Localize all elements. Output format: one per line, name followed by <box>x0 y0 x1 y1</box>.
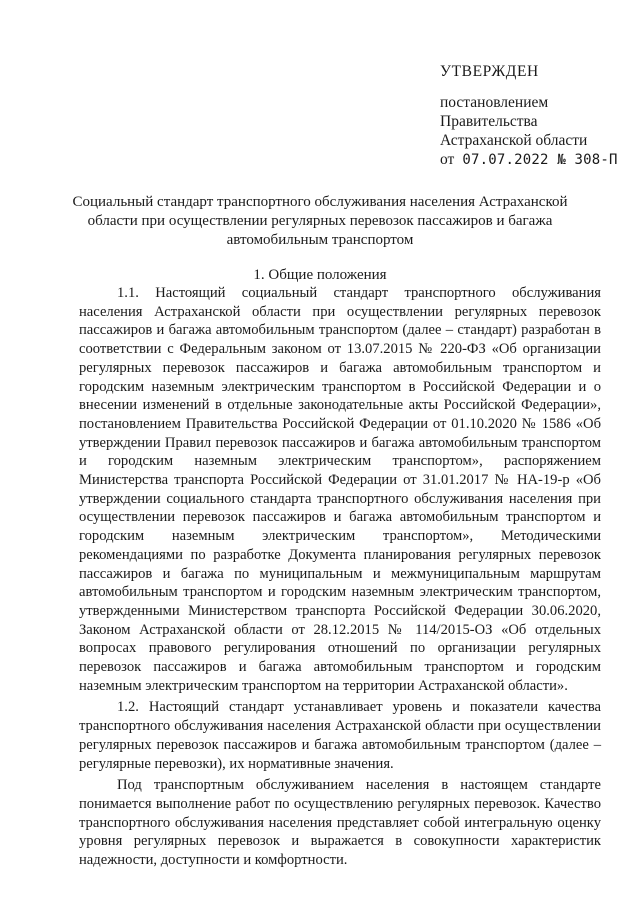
approval-line-government: Правительства <box>440 113 538 130</box>
approval-stamp-block <box>440 62 630 170</box>
document-body <box>79 284 601 870</box>
document-title: Социальный стандарт транспортного обслуживания населения Астраханской области при осуществлении регулярных перевозок пассажиров и багажа автомобильным транспортом <box>72 194 568 248</box>
paragraph-definition: Под транспортным обслуживанием населения в настоящем стандарте понимается выполнение работ по осуществлению регулярных перевозок. Качество транспортного обслуживания населения представляет собой интегральную оценку уровня регулярных перевозок и выражается в совокупности характеристик надежности, доступности и комфортности. <box>79 777 601 869</box>
approval-date-number: 07.07.2022 № 308-П <box>462 152 618 168</box>
approval-line-decree: постановлением <box>440 94 549 111</box>
approval-line-region: Астраханской области <box>440 132 588 149</box>
approval-date-line <box>440 150 630 170</box>
paragraph-1-1: 1.1. Настоящий социальный стандарт транспортного обслуживания населения Астраханской области при осуществлении регулярных перевозок пассажиров и багажа автомобильным транспортом (далее – стандарт) разработан в соответствии с Федеральным законом от 13.07.2015 № 220-ФЗ «Об организации регулярных перевозок пассажиров и багажа автомобильным транспортом и городским наземным электрическим транспортом в Российской Федерации и о внесении изменений в отдельные законодательные акты Российской Федерации», постановлением Правительства Российской Федерации от 01.10.2020 № 1586 «Об утверждении Правил перевозок пассажиров и багажа автомобильным транспортом и городским наземным электрическим транспортом», распоряжением Министерства транспорта Российской Федерации от 31.01.2017 № НА-19-р «Об утверждении социального стандарта транспортного обслуживания населения при осуществлении перевозок пассажиров и багажа автомобильным транспортом и городским наземным электрическим транспортом», Методическими рекомендациями по разработке Документа планирования регулярных перевозок пассажиров и багажа по муниципальным и межмуниципальным маршрутам автомобильным транспортом и городским наземным электрическим транспортом, утвержденными Министерством транспорта Российской Федерации 30.06.2020, Законом Астраханской области от 28.12.2015 № 114/2015-ОЗ «Об отдельных вопросах правового регулирования отношений по организации регулярных перевозок пассажиров и багажа автомобильным транспортом и городским наземным электрическим транспортом на территории Астраханской области». <box>79 285 601 694</box>
approval-date-prefix: от <box>440 151 455 168</box>
approval-heading: УТВЕРЖДЕН <box>440 63 539 80</box>
section-heading: 1. Общие положения <box>253 267 387 283</box>
paragraph-1-2: 1.2. Настоящий стандарт устанавливает уровень и показатели качества транспортного обслуживания населения Астраханской области при осуществлении регулярных перевозок пассажиров и багажа автомобильным транспортом (далее – регулярные перевозки), их нормативные значения. <box>79 699 601 772</box>
